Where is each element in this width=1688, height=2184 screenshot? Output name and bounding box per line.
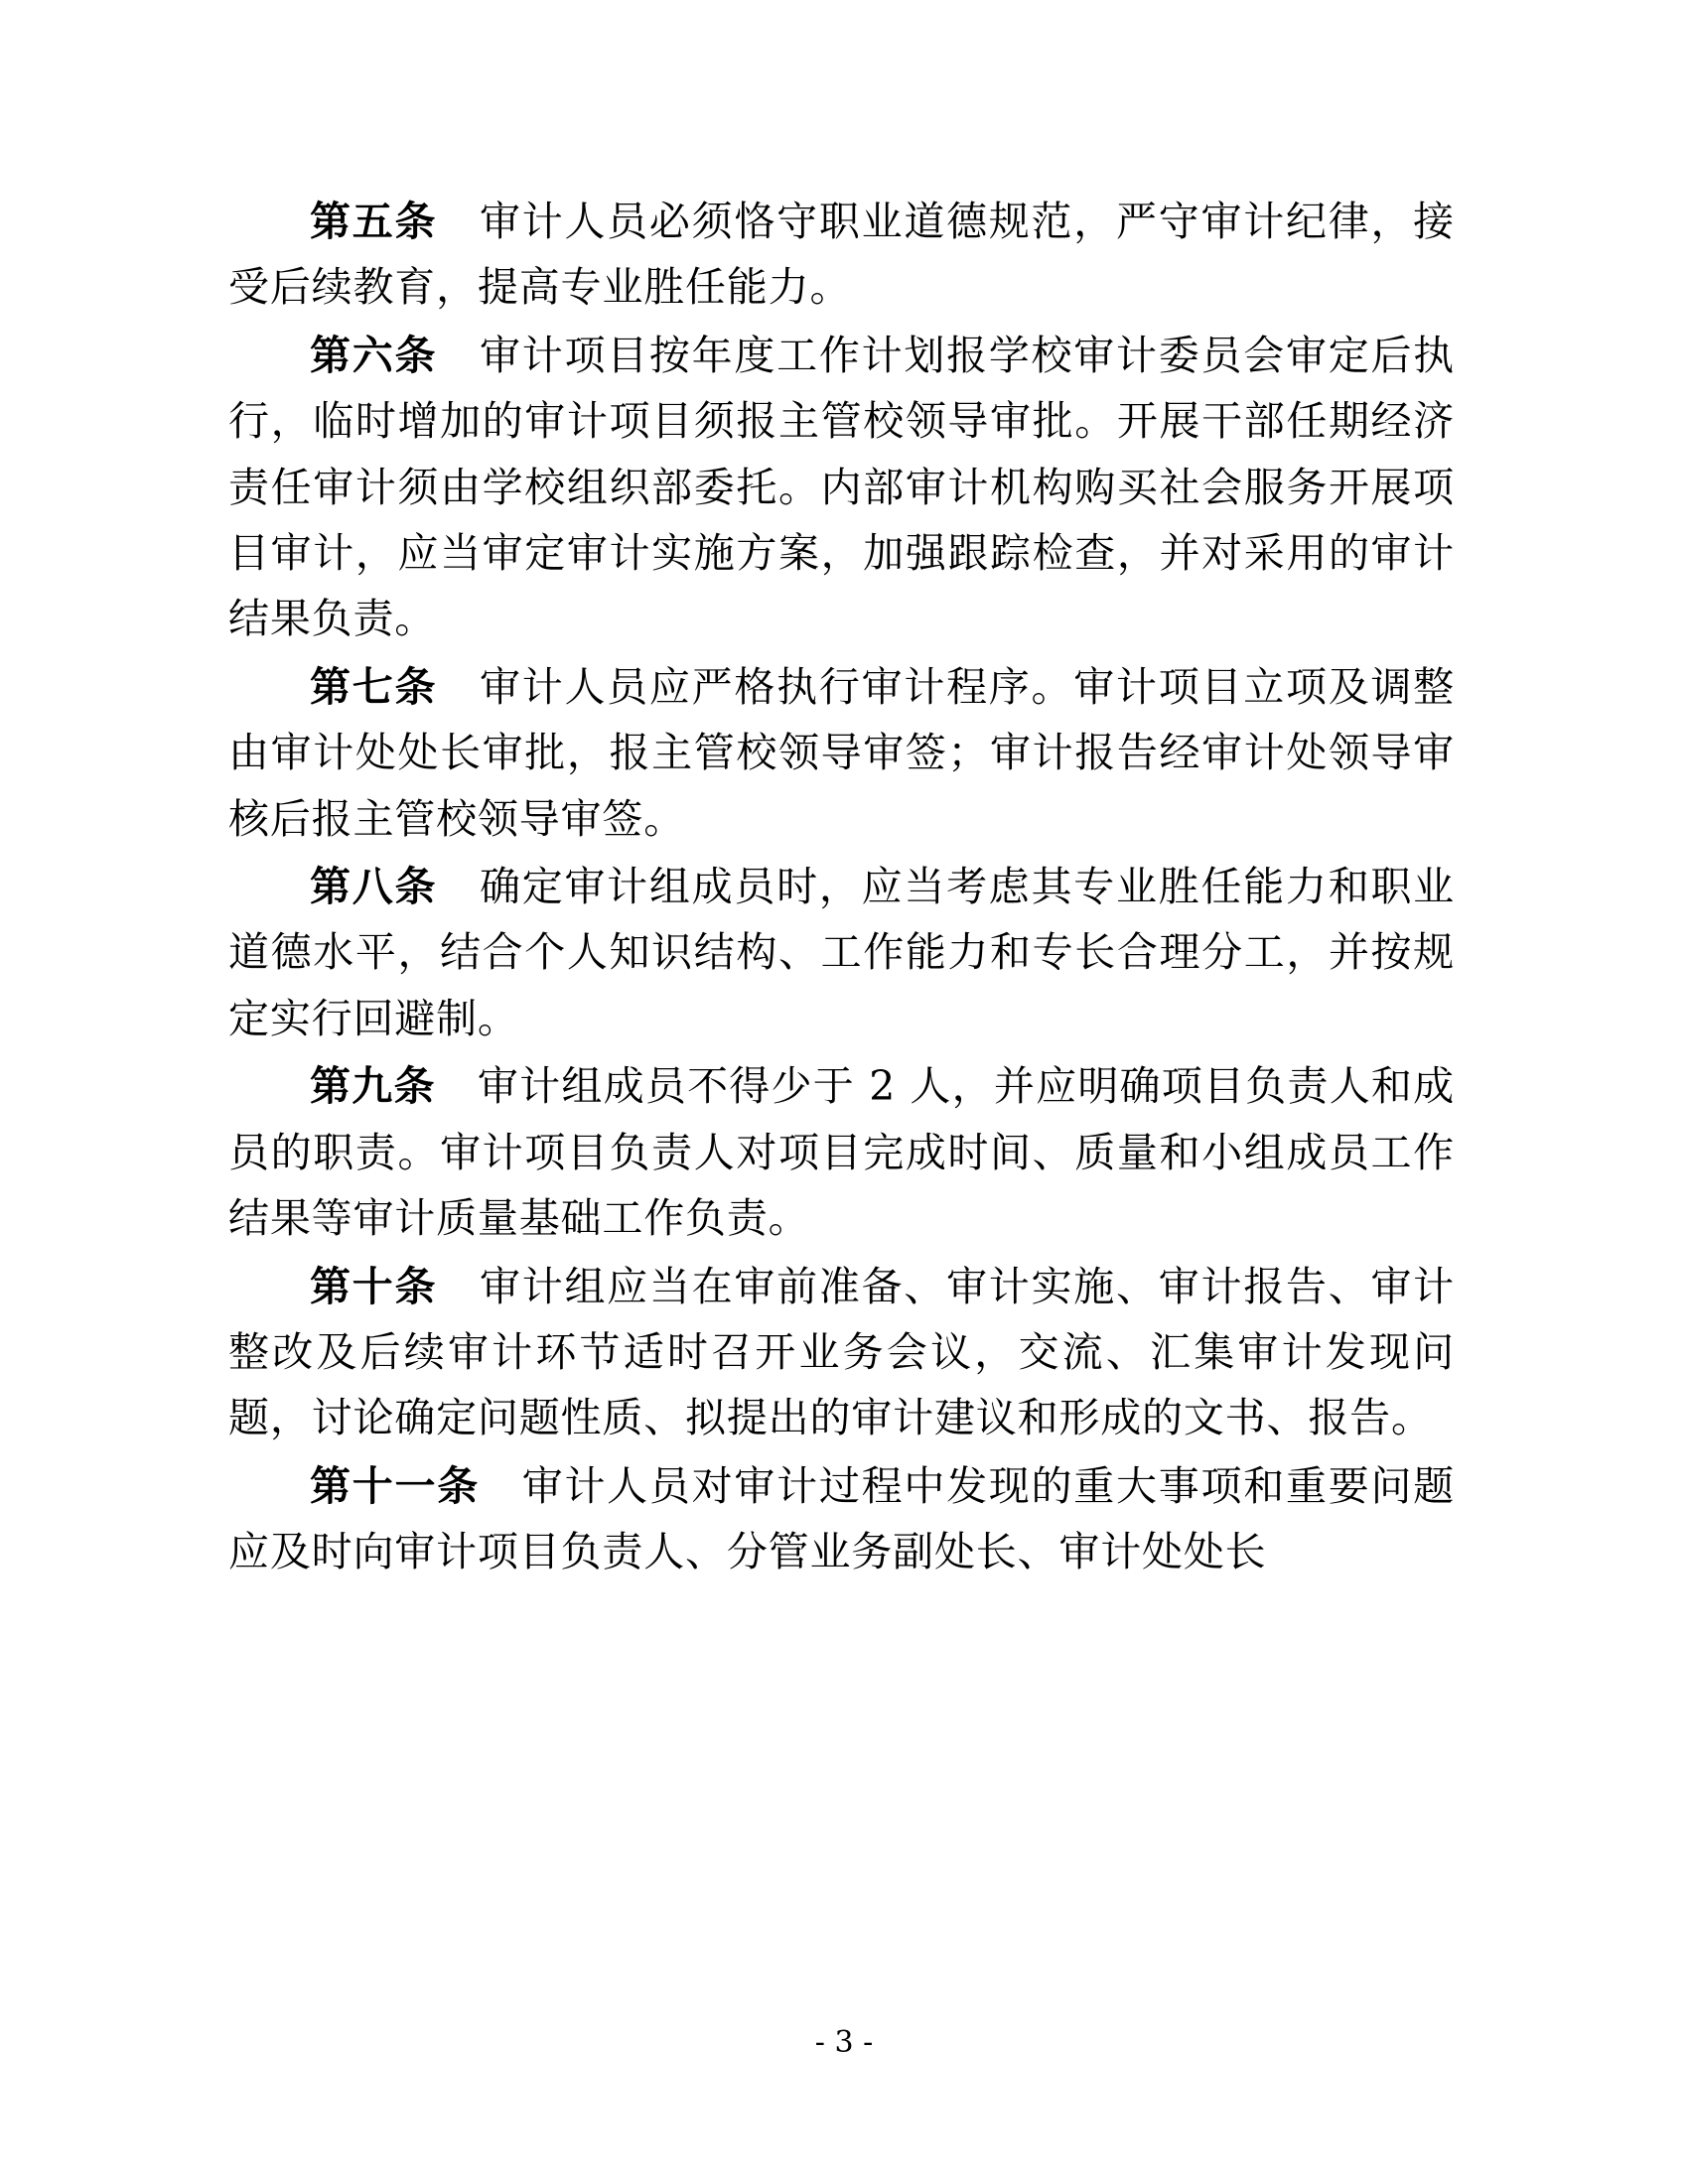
paragraph [228, 189, 1455, 321]
article-text: 审计项目按年度工作计划报学校审计委员会审定后执行，临时增加的审计项目须报主管校领导审批。开展干部任期经济责任审计须由学校组织部委托。内部审计机构购买社会服务开展项目审计，应当审定审计实施方案，加强跟踪检查，并对采用的审计结果负责。 [228, 331, 1456, 643]
paragraph [228, 323, 1455, 652]
article-text: 确定审计组成员时，应当考虑其专业胜任能力和职业道德水平，结合个人知识结构、工作能力和专长合理分工，并按规定实行回避制。 [228, 863, 1456, 1042]
article-text: 审计人员对审计过程中发现的重大事项和重要问题应及时向审计项目负责人、分管业务副处长、审计处处长 [228, 1461, 1455, 1576]
article-spacer [437, 1263, 480, 1310]
article-label: 第七条 [310, 662, 438, 711]
article-label: 第十条 [310, 1262, 438, 1310]
article-spacer [436, 1062, 478, 1110]
article-text: 审计组应当在审前准备、审计实施、审计报告、审计整改及后续审计环节适时召开业务会议，交流、汇集审计发现问题，讨论确定问题性质、拟提出的审计建议和形成的文书、报告。 [228, 1262, 1456, 1442]
paragraph [228, 1453, 1455, 1585]
article-label: 第十一条 [310, 1461, 480, 1510]
page-number: - 3 - [814, 2025, 874, 2060]
article-spacer [437, 863, 480, 910]
article-text: 审计人员必须恪守职业道德规范，严守审计纪律，接受后续教育，提高专业胜任能力。 [228, 198, 1456, 312]
paragraph [228, 654, 1455, 852]
paragraph [228, 854, 1455, 1051]
document-body [228, 189, 1455, 1587]
article-label: 第六条 [310, 331, 438, 379]
article-spacer [437, 663, 480, 711]
paragraph [228, 1053, 1455, 1251]
article-text: 审计组成员不得少于 2 人，并应明确项目负责人和成员的职责。审计项目负责人对项目完成时间、质量和小组成员工作结果等审计质量基础工作负责。 [228, 1062, 1455, 1243]
article-label: 第九条 [310, 1062, 436, 1111]
article-text: 审计人员应严格执行审计程序。审计项目立项及调整由审计处处长审批，报主管校领导审签；审计报告经审计处领导审核后报主管校领导审签。 [228, 662, 1456, 843]
paragraph [228, 1254, 1455, 1451]
article-spacer [437, 332, 480, 379]
article-spacer [437, 198, 480, 245]
article-spacer [480, 1462, 522, 1510]
article-label: 第八条 [310, 863, 438, 911]
article-label: 第五条 [310, 198, 438, 245]
